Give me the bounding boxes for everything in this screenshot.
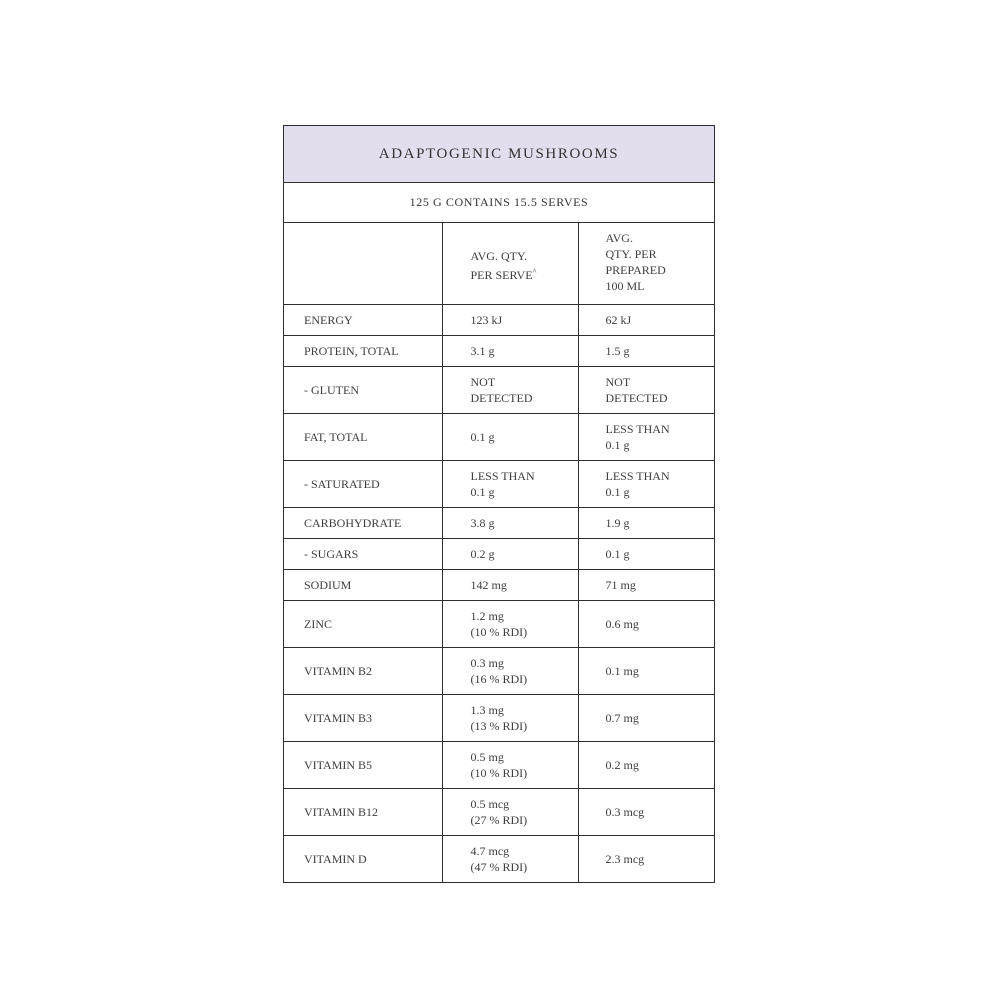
per-serve-value-cell [442,694,578,741]
nutrient-name: - SUGARS [284,538,442,569]
per-100ml-value-cell [578,366,714,413]
per-serve-value: 123 kJ [470,312,503,327]
header-per-100ml-line-3: PREPARED [605,263,666,277]
per-serve-value-cell [442,335,578,366]
per-100ml-value-cell [578,788,714,835]
per-serve-value: 0.2 g [470,546,495,561]
per-serve-value-cell [442,647,578,694]
table-row [284,366,714,413]
per-serve-value: 142 mg [470,577,507,592]
per-100ml-value-cell [578,741,714,788]
panel-title: ADAPTOGENIC MUSHROOMS [284,126,714,183]
per-serve-value-cell [442,413,578,460]
per-100ml-value: 0.1 g [605,546,630,561]
nutrient-name: - GLUTEN [284,366,442,413]
header-per-serve-line-2 [471,264,578,283]
table-row [284,413,714,460]
per-100ml-value: 0.1 g [605,484,630,499]
per-serve-value: 0.3 mg [470,655,504,670]
per-serve-value: 0.1 g [470,429,495,444]
nutrition-table [284,223,714,882]
nutrient-name: - SATURATED [284,460,442,507]
per-100ml-value: 1.5 g [605,343,630,358]
table-row [284,460,714,507]
per-serve-value-cell [442,600,578,647]
per-100ml-value-cell [578,507,714,538]
nutrient-name: ZINC [284,600,442,647]
per-serve-value: (13 % RDI) [470,718,528,733]
header-per-serve-line-1: AVG. QTY. [470,249,528,263]
nutrient-name: ENERGY [284,304,442,335]
per-100ml-value: 71 mg [605,577,636,592]
per-100ml-value: DETECTED [605,390,668,405]
per-100ml-value: 2.3 mcg [605,851,645,866]
per-100ml-value-cell [578,413,714,460]
nutrient-name: VITAMIN B12 [284,788,442,835]
per-100ml-value-cell [578,694,714,741]
per-serve-value-cell [442,538,578,569]
per-100ml-value-cell [578,304,714,335]
per-serve-value: 0.5 mg [470,749,504,764]
header-per-100ml-line-2: QTY. PER [605,247,657,261]
header-per-serve [442,223,578,304]
nutrient-name: CARBOHYDRATE [284,507,442,538]
per-serve-value-cell [442,835,578,882]
per-serve-value: (10 % RDI) [470,624,528,639]
per-100ml-value-cell [578,600,714,647]
nutrient-name: VITAMIN B3 [284,694,442,741]
table-row [284,304,714,335]
header-per-100ml-line-1: AVG. [605,231,633,245]
per-serve-value-cell [442,788,578,835]
per-100ml-value: 0.1 g [605,437,630,452]
table-row [284,335,714,366]
per-100ml-value: 0.2 mg [605,757,639,772]
table-header-row [284,223,714,304]
nutrient-name: FAT, TOTAL [284,413,442,460]
per-100ml-value-cell [578,835,714,882]
per-serve-value-cell [442,507,578,538]
servings-info: 125 G CONTAINS 15.5 SERVES [284,183,714,223]
per-100ml-value-cell [578,538,714,569]
table-row [284,788,714,835]
nutrient-name: PROTEIN, TOTAL [284,335,442,366]
per-100ml-value: 0.6 mg [605,616,639,631]
header-per-serve-text: PER SERVE [470,268,533,282]
table-row [284,694,714,741]
per-serve-value: 0.5 mcg [470,796,510,811]
per-serve-value: 1.2 mg [470,608,504,623]
per-serve-value: 4.7 mcg [470,843,510,858]
per-100ml-value: NOT [605,374,631,389]
nutrient-name: VITAMIN D [284,835,442,882]
header-per-serve-mark: ^ [532,267,537,276]
table-row [284,741,714,788]
nutrition-panel [283,125,715,883]
per-100ml-value-cell [578,569,714,600]
nutrient-name: SODIUM [284,569,442,600]
per-100ml-value: 1.9 g [605,515,630,530]
per-100ml-value: LESS THAN [605,421,670,436]
per-serve-value: 3.1 g [470,343,495,358]
per-serve-value: (27 % RDI) [470,812,528,827]
per-serve-value: (16 % RDI) [470,671,528,686]
per-100ml-value: 0.3 mcg [605,804,645,819]
per-100ml-value: 0.7 mg [605,710,639,725]
per-serve-value: 3.8 g [470,515,495,530]
per-serve-value-cell [442,366,578,413]
table-row [284,569,714,600]
per-100ml-value-cell [578,460,714,507]
per-100ml-value: 0.1 mg [605,663,639,678]
header-per-100ml-line-4: 100 ML [605,279,645,293]
per-serve-value-cell [442,569,578,600]
per-100ml-value: 62 kJ [605,312,632,327]
header-blank-cell [284,223,442,304]
table-row [284,647,714,694]
table-row [284,507,714,538]
per-serve-value: NOT [470,374,496,389]
per-100ml-value-cell [578,335,714,366]
nutrient-name: VITAMIN B5 [284,741,442,788]
header-per-100ml [578,223,714,304]
per-serve-value-cell [442,304,578,335]
per-serve-value: (47 % RDI) [470,859,528,874]
per-serve-value: 0.1 g [470,484,495,499]
table-row [284,538,714,569]
nutrient-name: VITAMIN B2 [284,647,442,694]
table-row [284,835,714,882]
per-100ml-value: LESS THAN [605,468,670,483]
per-serve-value-cell [442,741,578,788]
per-100ml-value-cell [578,647,714,694]
per-serve-value: LESS THAN [470,468,535,483]
per-serve-value: (10 % RDI) [470,765,528,780]
per-serve-value: DETECTED [470,390,533,405]
per-serve-value: 1.3 mg [470,702,504,717]
per-serve-value-cell [442,460,578,507]
table-row [284,600,714,647]
